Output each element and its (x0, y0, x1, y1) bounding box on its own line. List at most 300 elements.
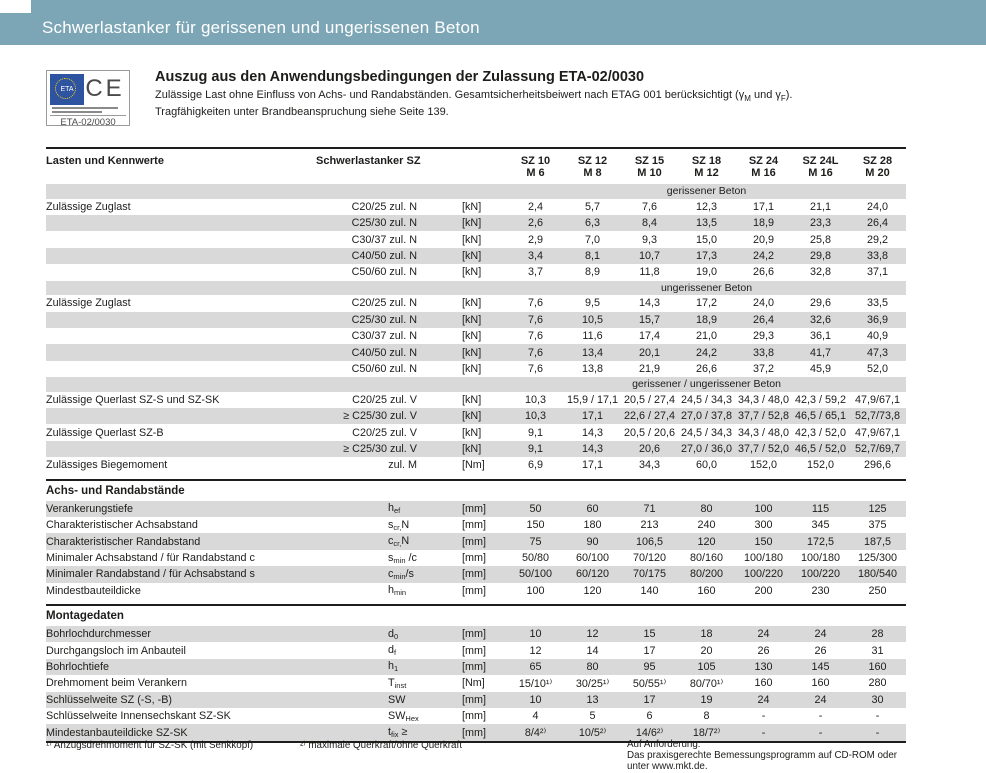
row-symbol: $d_0$ (388, 627, 399, 641)
value-cell: 23,3 (809, 217, 831, 230)
value-cell: 3,7 (527, 266, 543, 279)
value-cell: 80/200 (689, 568, 724, 581)
row-unit: [kN] (462, 393, 482, 406)
row-symbol: $s_{cr,}N$ (388, 518, 410, 532)
band-row (46, 377, 906, 392)
value-cell: 106,5 (635, 535, 664, 548)
value-cell: 250 (868, 584, 887, 597)
value-cell: 26 (757, 644, 770, 657)
row-unit: [mm] (462, 552, 486, 564)
value-cell: 50 (529, 502, 542, 515)
value-cell: 100/220 (800, 568, 841, 581)
value-cell: 15,9 / 17,1 (566, 393, 619, 406)
value-cell: 34,3 (638, 459, 660, 472)
value-cell: 172,5 (806, 535, 835, 548)
value-cell: 37,2 (752, 362, 774, 375)
page-title: Schwerlastanker für gerissenen und ungerissenen Beton (42, 18, 480, 37)
subtitle-text: Zulässige Last ohne Einfluss von Achs- und Randabständen. Gesamtsicherheitsbeiwert nach ETAG 001 berücksichtigt (γ (155, 89, 745, 101)
value-cell: 80/160 (689, 552, 724, 564)
anchor-size-column-header: SZ 18 M 12 (691, 155, 722, 179)
row-unit: [mm] (462, 519, 486, 532)
table-row (46, 199, 906, 215)
value-cell: 115 (811, 502, 830, 515)
value-cell: 150 (526, 519, 545, 532)
request-line-2: Das praxisgerechte Bemessungsprogramm auf CD-ROM oder (627, 749, 898, 761)
value-cell: 20,9 (752, 233, 774, 246)
ce-mark-icon: CE (85, 75, 125, 102)
value-cell: 19 (700, 693, 713, 706)
value-cell: 60/120 (575, 568, 610, 581)
value-cell: 31 (871, 644, 884, 657)
value-cell: 24,2 (695, 346, 717, 359)
row-symbol: $h_{ef}$ (388, 502, 401, 516)
row-label: Mindestanbauteildicke SZ-SK (46, 726, 188, 739)
value-cell: 75 (529, 535, 542, 548)
row-symbol: C20/25 zul. V (352, 426, 417, 439)
column-headers (507, 155, 906, 184)
value-cell: 187,5 (863, 535, 892, 548)
row-symbol: $c_{cr,}N$ (388, 535, 410, 549)
value-cell: 10,5 (581, 313, 603, 326)
table-row (46, 344, 906, 360)
value-cell: 12 (586, 628, 599, 641)
value-cell: 160 (811, 677, 830, 690)
row-label: Schlüsselweite SZ (-S, -B) (46, 693, 172, 706)
value-cell: 7,0 (584, 233, 600, 246)
footnote-2: ²⁾ maximale Querkraft/ohne Querkraft (300, 740, 462, 751)
value-cell: 26,6 (752, 266, 774, 279)
value-cell: 40,9 (866, 330, 888, 343)
value-cell: 9,3 (641, 233, 657, 246)
table-row (46, 312, 906, 328)
row-symbol: $h_{min}$ (388, 584, 407, 598)
value-cell: 345 (811, 519, 830, 532)
value-cell: 375 (868, 519, 887, 532)
value-cell: 100/220 (743, 568, 784, 581)
value-cell: 70/120 (632, 552, 667, 564)
value-cell: 80 (586, 660, 599, 673)
row-unit: [kN] (462, 249, 482, 262)
row-label: Charakteristischer Randabstand (46, 535, 201, 548)
value-cell: 24,5 / 34,3 (680, 426, 733, 439)
value-cell: 5,7 (584, 200, 600, 213)
value-cell: 24,0 (866, 200, 888, 213)
value-cell: 9,1 (527, 426, 543, 439)
row-label: Bohrlochdurchmesser (46, 628, 152, 641)
value-cell: 46,5 / 52,0 (794, 443, 847, 456)
value-cell: 47,9/67,1 (854, 426, 901, 439)
row-symbol: C30/37 zul. N (351, 233, 417, 246)
value-cell: 180 (583, 519, 602, 532)
value-cell: 105 (697, 660, 716, 673)
value-cell: 52,7/73,8 (854, 410, 901, 423)
value-cell: 20,5 / 27,4 (623, 393, 676, 406)
value-cell: 20 (700, 644, 713, 657)
value-cell: 10,3 (524, 393, 546, 406)
table-row (46, 328, 906, 344)
table-row (46, 708, 906, 724)
value-cell: 30/25¹⁾ (575, 677, 610, 690)
value-cell: 8,1 (584, 249, 600, 262)
value-cell: 29,6 (809, 297, 831, 310)
value-cell: 15,0 (695, 233, 717, 246)
table-row (46, 692, 906, 708)
value-cell: 10,3 (524, 410, 546, 423)
table-row (46, 517, 906, 533)
value-cell: 15/10¹⁾ (518, 677, 553, 690)
value-cell: 125 (868, 502, 887, 515)
row-symbol: $d_f$ (388, 644, 397, 658)
anchor-size-column-header: SZ 28 M 20 (862, 155, 893, 179)
anchor-size-column-header: SZ 24 M 16 (748, 155, 779, 179)
row-unit: [mm] (462, 710, 486, 723)
value-cell: 17 (643, 693, 656, 706)
value-cell: 4 (532, 710, 539, 723)
value-cell: 13,5 (695, 217, 717, 230)
value-cell: 14/6²⁾ (635, 727, 664, 740)
anchor-size-column-header: SZ 12 M 8 (577, 155, 608, 179)
table-row (46, 441, 906, 457)
request-line-1: Auf Anforderung: (627, 739, 701, 750)
row-symbol: C20/25 zul. V (352, 393, 417, 406)
table-row (46, 501, 906, 517)
value-cell: 213 (640, 519, 659, 532)
request-line-3: unter www.mkt.de. (627, 760, 708, 772)
value-cell: 13,4 (581, 346, 603, 359)
row-symbol: $s_{min}$ /c (388, 551, 417, 565)
value-cell: 95 (643, 660, 656, 673)
section-header: Montagedaten (46, 604, 906, 626)
row-unit: [Nm] (462, 459, 485, 472)
eu-flag-icon (50, 74, 84, 105)
value-cell: 145 (811, 660, 830, 673)
value-cell: 130 (754, 660, 773, 673)
value-cell: 32,8 (809, 266, 831, 279)
row-unit: [mm] (462, 535, 486, 548)
band-label: gerissener / ungerissener Beton (632, 378, 781, 391)
value-cell: 20,5 / 20,6 (623, 426, 676, 439)
value-cell: 152,0 (749, 459, 778, 472)
value-cell: 60 (586, 502, 599, 515)
row-symbol: C25/30 zul. N (351, 217, 417, 230)
row-label: Minimaler Randabstand / für Achsabstand s (46, 568, 255, 581)
value-cell: 52,7/69,7 (854, 443, 901, 456)
value-cell: 10,7 (638, 249, 660, 262)
value-cell: 160 (754, 677, 773, 690)
corner-notch (0, 0, 31, 13)
table-row (46, 457, 906, 473)
value-cell: 33,8 (752, 346, 774, 359)
subtitle-line2: Tragfähigkeiten unter Brandbeanspruchung siehe Seite 139. (155, 105, 449, 118)
row-symbol: C50/60 zul. N (351, 266, 417, 279)
value-cell: 70/175 (632, 568, 667, 581)
row-unit: [kN] (462, 217, 482, 230)
value-cell: 17,3 (695, 249, 717, 262)
table-row (46, 424, 906, 440)
value-cell: 11,8 (639, 266, 660, 279)
value-cell: 17,2 (695, 297, 717, 310)
value-cell: 8/4²⁾ (524, 727, 547, 740)
value-cell: 280 (868, 677, 887, 690)
value-cell: 10 (529, 693, 542, 706)
value-cell: 7,6 (527, 346, 543, 359)
value-cell: 8,4 (641, 217, 657, 230)
value-cell: 29,8 (809, 249, 831, 262)
value-cell: 26 (814, 644, 827, 657)
value-cell: 80 (700, 502, 713, 515)
value-cell: 47,9/67,1 (854, 393, 901, 406)
row-unit: [kN] (462, 297, 482, 310)
row-unit: [kN] (462, 200, 482, 213)
value-cell: 200 (754, 584, 773, 597)
row-symbol: C25/30 zul. N (351, 313, 417, 326)
row-unit: [mm] (462, 584, 486, 597)
value-cell: 21,1 (809, 200, 831, 213)
value-cell: 14,3 (581, 426, 603, 439)
row-label: Durchgangsloch im Anbauteil (46, 644, 186, 657)
value-cell: 60,0 (695, 459, 717, 472)
value-cell: 33,8 (866, 249, 888, 262)
row-unit: [mm] (462, 628, 486, 641)
value-cell: 10/5²⁾ (578, 727, 607, 740)
row-label: Zulässige Zuglast (46, 297, 131, 310)
row-unit: [mm] (462, 502, 486, 515)
flag-label: ETA (60, 85, 74, 93)
value-cell: 12,3 (695, 200, 717, 213)
row-unit: [kN] (462, 426, 482, 439)
value-cell: 6,9 (527, 459, 543, 472)
value-cell: 17,4 (638, 330, 660, 343)
row-label: Mindestbauteildicke (46, 584, 141, 597)
value-cell: 18 (700, 628, 713, 641)
row-unit: [mm] (462, 693, 486, 706)
row-unit: [Nm] (462, 677, 485, 690)
table-body (46, 184, 906, 741)
value-cell: - (875, 726, 880, 739)
section-header: Achs- und Randabstände (46, 479, 906, 501)
value-cell: 180/540 (857, 568, 898, 581)
value-cell: 41,7 (809, 346, 831, 359)
value-cell: 50/100 (518, 568, 553, 581)
value-cell: 100 (754, 502, 773, 515)
table-row (46, 392, 906, 408)
value-cell: 32,6 (809, 313, 831, 326)
logo-top (50, 73, 126, 105)
value-cell: 42,3 / 59,2 (794, 393, 847, 406)
table-row (46, 659, 906, 675)
table-header (46, 149, 906, 184)
value-cell: 28 (871, 628, 884, 641)
table-row (46, 583, 906, 599)
value-cell: 160 (868, 660, 887, 673)
row-unit: [kN] (462, 330, 482, 343)
value-cell: 20,6 (638, 443, 660, 456)
value-cell: 90 (586, 535, 599, 548)
value-cell: 24 (814, 693, 827, 706)
band-label: gerissener Beton (666, 185, 747, 197)
value-cell: 14,3 (638, 297, 660, 310)
row-symbol: $T_{inst}$ (388, 676, 407, 690)
row-label: Zulässige Zuglast (46, 200, 131, 213)
value-cell: 140 (640, 584, 659, 597)
row-unit: [kN] (462, 233, 482, 246)
value-cell: 24 (757, 693, 770, 706)
value-cell: - (818, 710, 823, 723)
value-cell: - (761, 710, 766, 723)
value-cell: 296,6 (863, 459, 892, 472)
value-cell: 17 (643, 644, 656, 657)
value-cell: 8 (703, 710, 710, 723)
table-row (46, 408, 906, 424)
row-label: Minimaler Achsabstand / für Randabstand c (46, 552, 255, 564)
value-cell: 21,0 (695, 330, 717, 343)
value-cell: 160 (697, 584, 716, 597)
row-symbol: C40/50 zul. N (351, 346, 417, 359)
value-cell: 21,9 (638, 362, 660, 375)
table-row (46, 295, 906, 311)
row-label: Drehmoment beim Verankern (46, 677, 188, 690)
value-cell: 152,0 (806, 459, 835, 472)
value-cell: 47,3 (866, 346, 888, 359)
value-cell: 2,6 (527, 217, 543, 230)
table-row (46, 642, 906, 658)
row-unit: [kN] (462, 443, 482, 456)
row-unit: [kN] (462, 266, 482, 279)
value-cell: 71 (643, 502, 656, 515)
value-cell: 30 (871, 693, 884, 706)
value-cell: 7,6 (527, 297, 543, 310)
value-cell: 24,5 / 34,3 (680, 393, 733, 406)
value-cell: 29,2 (866, 233, 888, 246)
value-cell: 3,4 (527, 249, 543, 262)
value-cell: 7,6 (527, 330, 543, 343)
row-symbol: $SW_{Hex}$ (388, 709, 419, 723)
value-cell: - (761, 726, 766, 739)
value-cell: 100/180 (800, 552, 841, 564)
gamma-m-subscript: M (744, 94, 751, 104)
row-label: Verankerungstiefe (46, 502, 134, 515)
col-header-anchor: Schwerlastanker SZ (316, 155, 421, 167)
value-cell: 17,1 (581, 410, 603, 423)
document-subtitle: Zulässige Last ohne Einfluss von Achs- und Randabständen. Gesamtsicherheitsbeiwert nach ETAG 001 berücksichtigt ($\gamma_M$ und $\gamma_F$). Tragfähigkeiten unter Brandbeanspruchung siehe Seite 139. (155, 89, 793, 118)
value-cell: 27,0 / 36,0 (680, 443, 733, 456)
value-cell: 50/80 (521, 552, 550, 564)
value-cell: 50/55¹⁾ (632, 677, 667, 690)
row-unit: [kN] (462, 410, 482, 423)
value-cell: 27,0 / 37,8 (680, 410, 733, 423)
value-cell: 12 (529, 644, 542, 657)
anchor-size-column-header: SZ 10 M 6 (520, 155, 551, 179)
table-row (46, 264, 906, 280)
table-row (46, 626, 906, 642)
value-cell: 6,3 (584, 217, 600, 230)
value-cell: 20,1 (638, 346, 660, 359)
row-label: Zulässige Querlast SZ-B (46, 426, 164, 439)
value-cell: 18,9 (752, 217, 774, 230)
eta-number: ETA-02/0030 (50, 115, 126, 128)
value-cell: 19,0 (695, 266, 717, 279)
value-cell: 150 (754, 535, 773, 548)
row-symbol: zul. M (388, 459, 417, 472)
row-symbol: $t_{fix}$ ≥ (388, 726, 408, 740)
value-cell: 34,3 / 48,0 (737, 426, 790, 439)
band-row (46, 184, 906, 199)
value-cell: - (818, 726, 823, 739)
footnote-1: ¹⁾ Anzugsdrehmoment für SZ-SK (mit Senkkopf) (46, 740, 254, 751)
value-cell: 24,0 (752, 297, 774, 310)
row-label: Zulässige Querlast SZ-S und SZ-SK (46, 393, 220, 406)
value-cell: 8,9 (584, 266, 600, 279)
table-row (46, 550, 906, 566)
row-unit: [kN] (462, 346, 482, 359)
gamma-f-subscript: F (780, 94, 786, 104)
value-cell: 240 (697, 519, 716, 532)
row-label: Bohrlochtiefe (46, 660, 110, 673)
row-symbol: C20/25 zul. N (351, 297, 417, 310)
value-cell: 300 (754, 519, 773, 532)
row-label: Zulässiges Biegemoment (46, 459, 168, 472)
eta-ce-logo (46, 70, 130, 126)
value-cell: 15 (643, 628, 656, 641)
table-row (46, 675, 906, 691)
value-cell: 36,1 (809, 330, 831, 343)
value-cell: 7,6 (527, 313, 543, 326)
row-unit: [kN] (462, 362, 482, 375)
value-cell: 7,6 (527, 362, 543, 375)
value-cell: 14 (586, 644, 599, 657)
row-symbol: ≥ C25/30 zul. V (343, 410, 417, 423)
value-cell: 36,9 (866, 313, 888, 326)
table-row (46, 215, 906, 231)
value-cell: 18/7²⁾ (692, 727, 721, 740)
row-label: Charakteristischer Achsabstand (46, 519, 198, 532)
value-cell: 52,0 (866, 362, 888, 375)
value-cell: 120 (583, 584, 602, 597)
anchor-size-column-header: SZ 24L M 16 (802, 155, 839, 179)
value-cell: 18,9 (695, 313, 717, 326)
page-header-bar (0, 0, 986, 45)
value-cell: 24,2 (752, 249, 774, 262)
value-cell: 26,4 (752, 313, 774, 326)
value-cell: 13 (586, 693, 599, 706)
logo-fine-print (50, 105, 126, 114)
row-unit: [mm] (462, 568, 486, 581)
table-row (46, 724, 906, 740)
table-row (46, 361, 906, 377)
table-row (46, 248, 906, 264)
load-data-table (46, 147, 906, 743)
document-title: Auszug aus den Anwendungsbedingungen der Zulassung ETA-02/0030 (155, 69, 645, 85)
value-cell: 9,1 (527, 443, 543, 456)
value-cell: 34,3 / 48,0 (737, 393, 790, 406)
value-cell: 60/100 (575, 552, 610, 564)
band-label: ungerissener Beton (660, 281, 753, 294)
value-cell: 24 (757, 628, 770, 641)
value-cell: 125/300 (857, 552, 898, 564)
anchor-size-column-header: SZ 15 M 10 (634, 155, 665, 179)
table-row (46, 533, 906, 549)
value-cell: 2,4 (527, 200, 543, 213)
value-cell: - (875, 710, 880, 723)
row-symbol: C20/25 zul. N (351, 200, 417, 213)
row-symbol: SW (388, 693, 406, 706)
title-block (155, 69, 965, 119)
row-unit: [mm] (462, 660, 486, 673)
row-symbol: C40/50 zul. N (351, 249, 417, 262)
value-cell: 9,5 (584, 297, 600, 310)
value-cell: 100 (526, 584, 545, 597)
row-symbol: $h_1$ (388, 660, 399, 674)
